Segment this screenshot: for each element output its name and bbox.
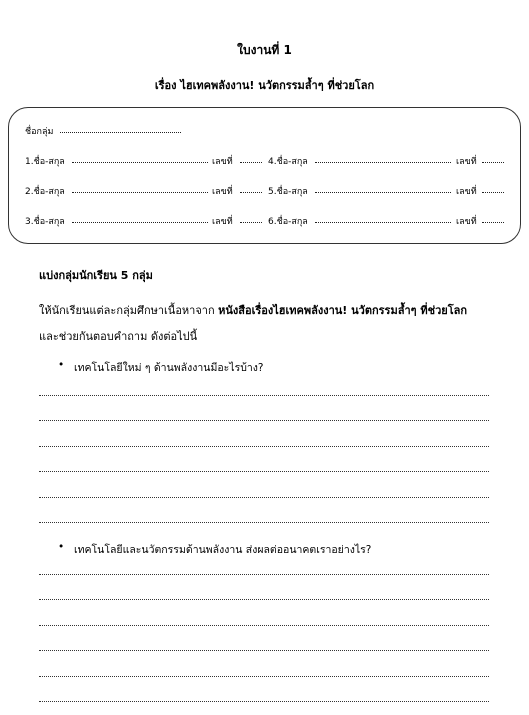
member-number-field[interactable] [482,192,504,193]
member-name-field[interactable] [315,162,451,163]
member-name-label: 4.ชื่อ-สกุล [268,157,308,167]
member-name-field[interactable] [315,192,451,193]
member-name-field[interactable] [315,222,451,223]
section-heading: แบ่งกลุ่มนักเรียน 5 กลุ่ม [39,269,153,282]
member-name-label: 3.ชื่อ-สกุล [25,217,65,227]
member-number-label: เลขที่ [212,187,233,197]
member-number-field[interactable] [240,192,262,193]
member-number-field[interactable] [482,222,504,223]
book-title: หนังสือเรื่องไฮเทคพลังงาน! นวัตกรรมล้ำๆ ที่ช่วยโลก [218,304,468,317]
member-number-label: เลขที่ [456,157,477,167]
answer-line[interactable] [39,599,489,600]
member-name-field[interactable] [72,192,208,193]
worksheet-title: ใบงานที่ 1 [237,43,292,57]
answer-line[interactable] [39,574,489,575]
member-number-field[interactable] [240,222,262,223]
member-number-field[interactable] [482,162,504,163]
answer-line[interactable] [39,446,489,447]
group-info-box [8,107,521,244]
member-name-field[interactable] [72,162,208,163]
member-number-label: เลขที่ [456,187,477,197]
member-name-field[interactable] [72,222,208,223]
instruction-line-2: และช่วยกันตอบคำถาม ดังต่อไปนี้ [39,330,198,343]
worksheet-subtitle: เรื่อง ไฮเทคพลังงาน! นวัตกรรมล้ำๆ ที่ช่วยโลก [154,79,375,92]
member-name-label: 1.ชื่อ-สกุล [25,157,65,167]
instruction-line-1 [39,301,467,319]
answer-line[interactable] [39,676,489,677]
group-name-field[interactable] [60,132,181,133]
member-number-label: เลขที่ [212,217,233,227]
member-name-label: 6.ชื่อ-สกุล [268,217,308,227]
answer-line[interactable] [39,701,489,702]
answer-line[interactable] [39,625,489,626]
member-number-label: เลขที่ [212,157,233,167]
group-name-label: ชื่อกลุ่ม [25,127,54,137]
bullet-icon: • [58,359,65,371]
question-2: เทคโนโลยีและนวัตกรรมด้านพลังงาน ส่งผลต่ออนาคตเราอย่างไร? [74,544,372,556]
member-number-field[interactable] [240,162,262,163]
member-name-label: 2.ชื่อ-สกุล [25,187,65,197]
instruction-text: ให้นักเรียนแต่ละกลุ่มศึกษาเนื้อหาจาก [39,304,219,317]
bullet-icon: • [58,541,65,553]
answer-line[interactable] [39,497,489,498]
member-name-label: 5.ชื่อ-สกุล [268,187,308,197]
answer-line[interactable] [39,395,489,396]
answer-line[interactable] [39,471,489,472]
answer-line[interactable] [39,650,489,651]
question-1: เทคโนโลยีใหม่ ๆ ด้านพลังงานมีอะไรบ้าง? [74,362,264,374]
answer-line[interactable] [39,522,489,523]
member-number-label: เลขที่ [456,217,477,227]
answer-line[interactable] [39,420,489,421]
